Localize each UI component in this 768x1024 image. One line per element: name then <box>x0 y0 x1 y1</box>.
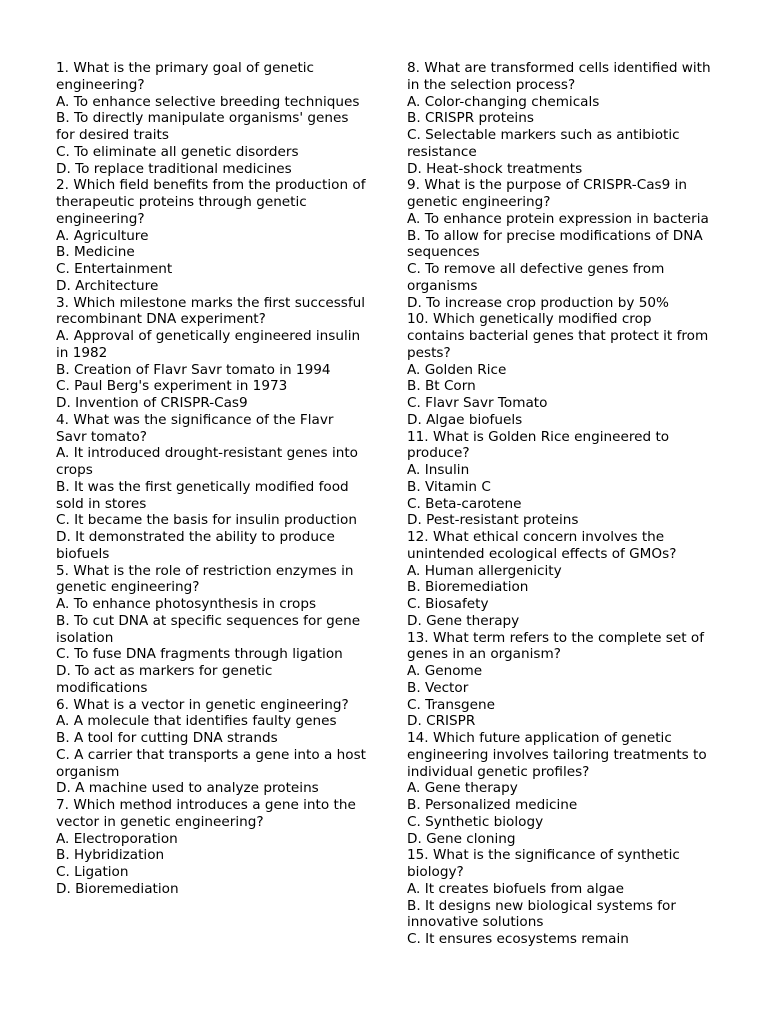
answer-option: A. It creates biofuels from algae <box>407 880 624 897</box>
question-stem <box>56 563 368 597</box>
answer-option: A. Agriculture <box>56 227 149 244</box>
question-stem <box>407 311 711 361</box>
answer-option: C. It ensures ecosystems remain <box>407 931 629 947</box>
question-text: Which genetically modified crop contains bacterial genes that protect it from pests? <box>407 311 709 361</box>
answer-option: C. Biosafety <box>407 596 489 612</box>
answer-option: D. Architecture <box>56 277 159 294</box>
question-stem <box>407 177 711 211</box>
answer-option: D. Pest-resistant proteins <box>407 512 579 529</box>
answer-option: C. To eliminate all genetic disorders <box>56 143 299 160</box>
answer-option: B. Hybridization <box>56 847 165 864</box>
question-number: 10. <box>407 311 429 328</box>
question-stem <box>407 60 711 94</box>
answer-option: C. Flavr Savr Tomato <box>407 395 548 411</box>
question-text: What is the purpose of CRISPR-Cas9 in genetic engineering? <box>407 177 687 210</box>
answer-option: D. To act as markers for genetic modifications <box>56 663 273 696</box>
question-text: Which method introduces a gene into the vector in genetic engineering? <box>56 797 356 830</box>
answer-option: D. Algae biofuels <box>407 411 523 428</box>
answer-option: C. Entertainment <box>56 261 173 277</box>
answer-option: A. Golden Rice <box>407 361 507 378</box>
answer-option: D. To replace traditional medicines <box>56 160 292 177</box>
question-number: 4. <box>56 411 69 428</box>
question-stem <box>407 429 711 463</box>
question-stem <box>56 60 368 94</box>
question-stem <box>56 797 368 831</box>
question-stem <box>407 730 711 780</box>
answer-option: B. Bioremediation <box>407 579 529 596</box>
question-text: What is the role of restriction enzymes in genetic engineering? <box>56 562 354 596</box>
answer-option: B. Creation of Flavr Savr tomato in 1994 <box>56 361 331 378</box>
question-block <box>407 60 711 177</box>
question-number: 5. <box>56 562 69 579</box>
answer-option: C. Selectable markers such as antibiotic resistance <box>407 127 680 160</box>
question-number: 3. <box>56 294 69 311</box>
answer-option: B. To allow for precise modifications of DNA sequences <box>407 227 703 261</box>
answer-option: D. A machine used to analyze proteins <box>56 780 319 797</box>
answer-option: B. Vitamin C <box>407 478 491 495</box>
question-number: 2. <box>56 177 69 194</box>
question-block <box>56 60 368 177</box>
answer-option: C. Paul Berg's experiment in 1973 <box>56 378 288 395</box>
answer-option: A. It introduced drought-resistant genes into crops <box>56 445 358 478</box>
question-text: What is Golden Rice engineered to produce? <box>407 428 670 462</box>
answer-option: B. It was the first genetically modified food sold in stores <box>56 478 349 512</box>
answer-option: B. To directly manipulate organisms' genes for desired traits <box>56 110 349 143</box>
answer-option: D. To increase crop production by 50% <box>407 294 669 311</box>
question-stem <box>407 847 711 881</box>
answer-option: C. It became the basis for insulin production <box>56 512 357 529</box>
answer-option: B. It designs new biological systems for innovative solutions <box>407 897 676 931</box>
question-block <box>407 730 711 847</box>
answer-option: C. Synthetic biology <box>407 813 544 830</box>
question-number: 7. <box>56 797 69 813</box>
question-number: 15. <box>407 847 429 864</box>
answer-option: A. Insulin <box>407 462 470 478</box>
question-block <box>407 311 711 428</box>
answer-option: C. Beta-carotene <box>407 495 522 512</box>
question-block <box>56 177 368 294</box>
question-number: 14. <box>407 730 429 746</box>
question-text: Which milestone marks the first successful recombinant DNA experiment? <box>56 294 366 328</box>
question-text: What is a vector in genetic engineering? <box>73 696 349 713</box>
question-stem <box>56 177 368 227</box>
question-block <box>56 563 368 697</box>
answer-option: C. Ligation <box>56 864 129 880</box>
question-block <box>56 697 368 798</box>
answer-option: C. To remove all defective genes from organisms <box>407 261 665 294</box>
answer-option: A. A molecule that identifies faulty genes <box>56 713 337 730</box>
question-text: What term refers to the complete set of genes in an organism? <box>407 629 705 663</box>
question-text: What are transformed cells identified with in the selection process? <box>407 60 711 93</box>
answer-option: B. Bt Corn <box>407 378 476 395</box>
answer-option: A. Human allergenicity <box>407 562 562 579</box>
question-block <box>407 630 711 731</box>
answer-option: D. It demonstrated the ability to produce biofuels <box>56 529 335 562</box>
answer-option: D. Bioremediation <box>56 880 179 897</box>
answer-option: C. To fuse DNA fragments through ligation <box>56 646 343 663</box>
question-text: What is the primary goal of genetic engineering? <box>56 60 315 93</box>
answer-option: D. CRISPR <box>407 713 476 730</box>
question-stem <box>407 529 711 563</box>
answer-option: A. Approval of genetically engineered insulin in 1982 <box>56 328 361 361</box>
question-block <box>56 412 368 563</box>
question-text: Which field benefits from the production of therapeutic proteins through genetic engineering? <box>56 177 366 227</box>
question-number: 12. <box>407 529 429 545</box>
answer-option: A. Electroporation <box>56 830 178 847</box>
answer-option: B. CRISPR proteins <box>407 110 534 127</box>
question-number: 11. <box>407 428 429 445</box>
answer-option: D. Invention of CRISPR-Cas9 <box>56 395 248 411</box>
question-block <box>407 529 711 630</box>
answer-option: B. Personalized medicine <box>407 797 578 813</box>
question-number: 9. <box>407 177 420 194</box>
question-block <box>56 295 368 412</box>
question-number: 1. <box>56 60 69 76</box>
answer-option: A. Genome <box>407 663 483 679</box>
question-stem <box>407 630 711 664</box>
right-column <box>407 60 711 948</box>
answer-option: C. A carrier that transports a gene into a host organism <box>56 746 366 780</box>
question-text: What ethical concern involves the unintended ecological effects of GMOs? <box>407 529 677 562</box>
question-stem <box>56 412 368 446</box>
answer-option: A. To enhance photosynthesis in crops <box>56 596 317 612</box>
question-text: What was the significance of the Flavr Savr tomato? <box>56 411 334 445</box>
question-stem <box>56 697 368 714</box>
question-number: 8. <box>407 60 420 76</box>
answer-option: A. Color-changing chemicals <box>407 93 600 110</box>
answer-option: A. To enhance selective breeding techniques <box>56 93 360 110</box>
answer-option: C. Transgene <box>407 696 496 713</box>
answer-option: B. Medicine <box>56 244 135 261</box>
question-text: Which future application of genetic engineering involves tailoring treatments to individual genetic profiles? <box>407 730 707 780</box>
answer-option: A. Gene therapy <box>407 780 518 797</box>
question-block <box>56 797 368 898</box>
left-column <box>56 60 368 898</box>
answer-option: B. A tool for cutting DNA strands <box>56 730 278 746</box>
question-text: What is the significance of synthetic biology? <box>407 847 680 880</box>
answer-option: D. Heat-shock treatments <box>407 160 583 177</box>
answer-option: A. To enhance protein expression in bacteria <box>407 210 709 227</box>
question-block <box>407 429 711 530</box>
answer-option: B. Vector <box>407 679 469 696</box>
answer-option: D. Gene therapy <box>407 612 520 629</box>
answer-option: D. Gene cloning <box>407 830 516 847</box>
question-block <box>407 177 711 311</box>
question-number: 13. <box>407 629 429 646</box>
question-stem <box>56 295 368 329</box>
question-number: 6. <box>56 696 69 713</box>
answer-option: B. To cut DNA at specific sequences for gene isolation <box>56 612 361 646</box>
question-block <box>407 847 711 948</box>
